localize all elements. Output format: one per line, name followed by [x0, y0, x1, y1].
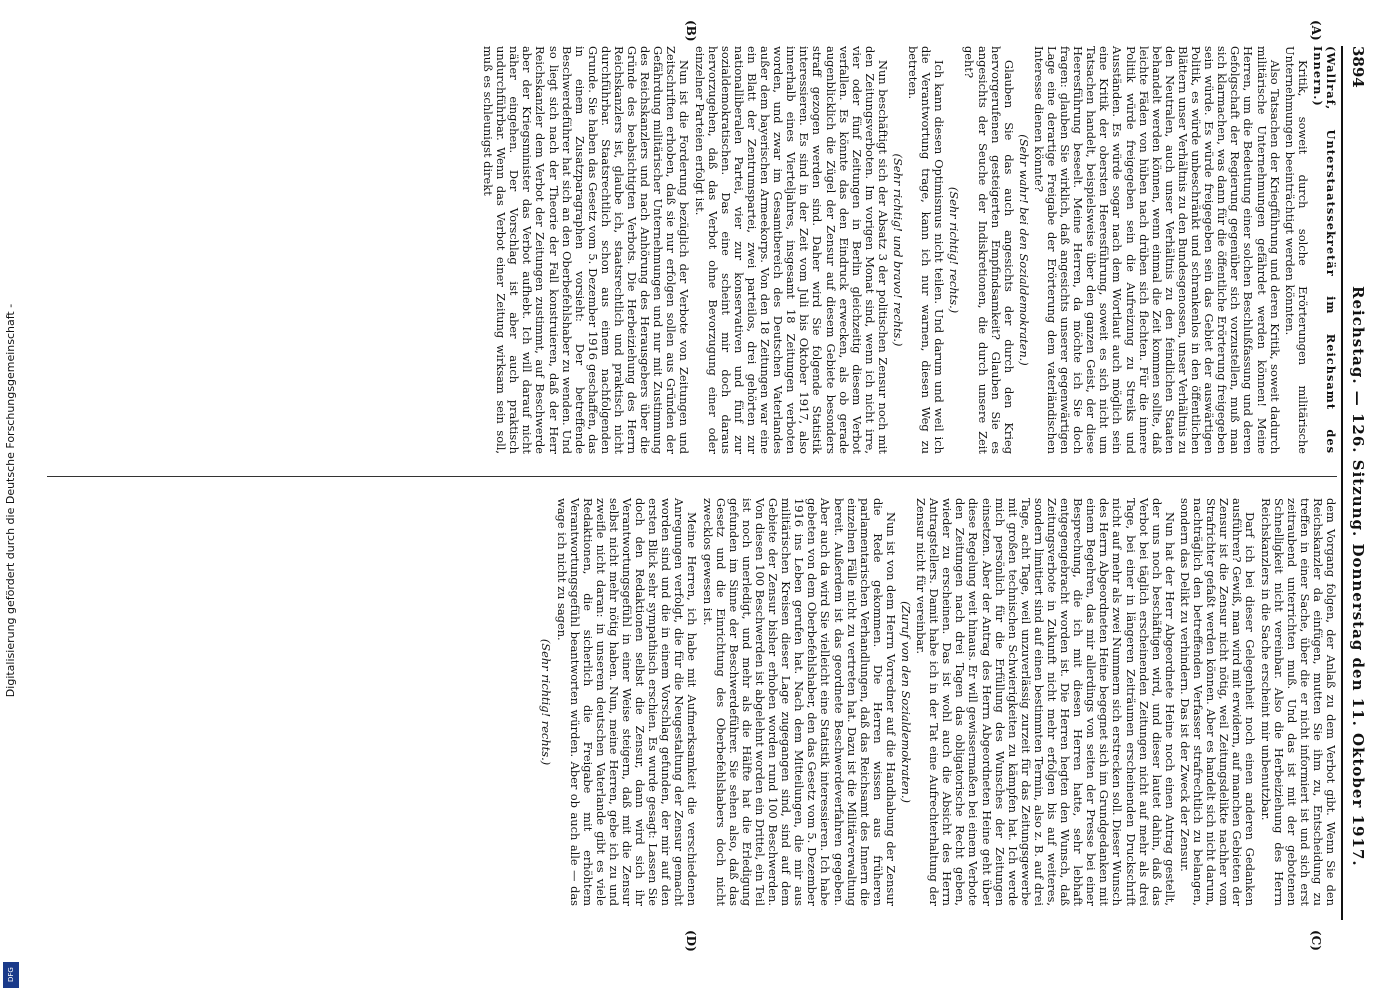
paragraph: Kritik, soweit durch solche Erörterungen militärische Unternehmungen beeinträchtigt werden könnten.	[1282, 46, 1310, 454]
margin-mark-c: (C)	[1309, 930, 1323, 951]
paragraph: Meine Herren, ich habe mit Aufmerksamkeit die verschiedenen Anregungen verfolgt, die für die Neugestaltung der Zensur gemacht worden sind und die in einem Vorschlag gefunden, der mir auf den ersten Blick sehr sympathisch erschien. Es wurde gesagt: Lassen Sie doch den Redaktionen selbst die Zensur, dann wird sich ihr Verantwortungsgefühl in einer Weise steigern, daß mit die Zensur selbst nicht mehr nötig haben. Nun, meine Herren, gebe ich zu und zweifle nicht daran: in unserem deutschen Vaterlande gibt es viele Redaktionen, die sicherlich die Freigabe mit erhöhtem Verantwortungsgefühl beantworten würden. Aber ob auch alle — das wage ich nicht zu sagen.	[554, 498, 700, 906]
interjection-note: (Zuruf von den Sozialdemokraten.)	[899, 601, 913, 803]
digitization-sidebar	[0, 0, 22, 1000]
paragraph: Nun ist von dem Herrn Vorredner auf die Handhabung der Zensur die Rede gekommen. Die Herren wissen aus früheren parlamentarischen Verhandlungen, daß das Reichsamt des Innern die einzelnen Fälle nicht zu vertreten hat. Dazu ist die Militärverwaltung bereit. Außerdem ist das geordnete Beschwerdeverfahren gegeben. Aber auch da wird Sie vielleicht eine Statistik interessieren. Ich habe gebeten von dem Oberbefehlshaber, den das Gesetz vom 5. Dezember 1916 ins Leben gerufen hat. Nach dem Mitteilungen, die mir aus militärischen Kreisen dieser Lage zugegangen sind, sind auf dem Gebiete der Zensur bisher erhoben worden rund 100 Beschwerden. Von diesen 100 Beschwerden ist abgelehnt worden ein Drittel, ein Teil ist noch unerledigt, und mehr als die Hälfte hat die Erledigung gefunden im Sinne der Beschwerdeführer. Sie sehen also, daß das Gesetz und die Einrichtung des Oberbefehlshabers doch nicht zwecklos gewesen ist.	[700, 498, 898, 906]
margin-mark-a: (A)	[1309, 20, 1323, 41]
paragraph: Darf ich bei dieser Gelegenheit noch einen anderen Gedanken ausführen? Gewiß, man wird mit erwidern, auf manchen Gebieten der Zensur ist die Zensur nicht nötig, weil Zeitungsdelikte nachher vom Strafrichter gefaßt werden können. Aber es handelt sich nicht darum, nachträglich den betreffenden Verfasser strafrechtlich zu belangen, sondern das Delikt zu verhindern. Das ist der Zweck der Zensur.	[1177, 498, 1258, 906]
paragraph: Nun ist die Forderung bezüglich der Verbote von Zeitungen und Zeitschriften erhoben, daß sie nur erfolgen sollen aus Gründen der Gefährdung militärischer Unternehmungen und nur mit Zustimmung des Reichskanzlers und nach Anhörung des Herausgebers über die Gründe des beabsichtigten Verbots. Die Herbeiziehung des Herrn Reichskanzlers ist, glaube ich, staatsrechtlich und praktisch nicht durchführbar. Staatsrechtlich schon aus einem nachfolgenden Grunde. Sie haben das Gesetz vom 5. Dezember 1916 geschaffen, das in einem Zusatzparagraphen vorsieht: Der betreffende Beschwerdeführer hat sich an den Oberbefehlshaber zu wenden. Und so liegt sich nach der Theorie der Fall konstruieren, daß der Herr Reichskanzler dem Verbot der Zeitungen zustimmt, auf Beschwerde aber der Kriegsminister das Verbot aufhebt. Ich will darauf nicht näher eingehen. Der Vorschlag ist aber auch praktisch undurchführbar. Wenn das Verbot einer Zeitung wirksam sein soll, muß es schleunigst direkt	[481, 46, 692, 454]
paragraph: Nun beschäftigt sich der Absatz 3 der politischen Zensur noch mit den Zeitungsverboten. Im vorigen Monat sind, wenn ich nicht irre, vier oder fünf Zeitungen in Berlin gleichzeitig diesem Verbot verfallen. Es könnte das den Eindruck erwecken, als ob gerade augenblicklich die Zügel der Zensur auf diesem Gebiete besonders straff gezogen werden sind. Daher wird Sie folgende Statistik interessieren. Es sind in der Zeit vom Juli bis Oktober 1917, also innerhalb eines Vierteljahres, insgesamt 18 Zeitungen verboten worden, und zwar im Gesamtbereich des Deutschen Vaterlandes außer dem bayerischen Armeekorps. Von den 18 Zeitungen war eine ein Blatt der Zentrumspartei, zwei parteilos, drei gehörten zur nationalliberalen Partei, vier zur konservativen und fünf zur sozialdemokratischen. Das eine scheint mir doch daraus hervorzugehen, daß das Verbot ohne Bevorzugung einer oder einzelner Parteien erfolgt ist.	[692, 46, 890, 454]
interjection-note: (Sehr richtig! und bravo! rechts.)	[891, 153, 905, 347]
page-number: 3894	[1349, 46, 1367, 88]
margin-mark-b: (B)	[684, 20, 698, 42]
left-column	[479, 46, 1337, 454]
column-divider	[47, 476, 1337, 477]
paragraph: Ich kann diesen Optimismus nicht teilen. Und darum und weil ich die Verantwortung trage, kann ich nur warnen, diesen Weg zu betreten.	[906, 46, 947, 454]
paragraph: Also Tatsachen der Kriegführung und deren Kritik, soweit dadurch militärische Unternehmungen gefährdet werden können! Meine Herren, um die Bedeutung einer solchen Beschlußfassung und deren Gefolgschaft der Regierung gegenüber sich vorzustellen, muß man sich klarmachen, was dann für die öffentliche Erörterung freigegeben sein würde. Es würde freigegeben sein das Gebiet der auswärtigen Politik, es würde unbeschränkt und schrankenlos in den öffentlichen Blättern unser Verhältnis zu den Bundesgenossen, unser Verhältnis zu den Neutralen, auch unser Verhältnis zu den feindlichen Staaten behandelt werden können, wenn einmal die Zeit kommen sollte, daß leichte Fäden von hüben nach drüben sich flechten. Für die innere Politik würde freigegeben sein die Aufreizung zu Streiks und Ausständen. Es würde sogar nach dem Wortlaut auch möglich sein eine Kritik der obersten Heeresführung, soweit es sich nicht um Tatsachen handelt, beispielsweise über den ganzen Geist, der diese Heeresführung beseelt. Meine Herren, da möchte ich Sie doch fragen: glauben Sie wirklich, daß angesichts unserer gegenwärtigen Lage eine derartige Freigabe der Erörterung dem vaterländischen Interesse dienen könnte?	[1031, 46, 1282, 454]
paragraph: Nun hat der Herr Abgeordnete Heine noch einen Antrag gestellt, der uns noch beschäftigen wird, und dieser lautet dahin, daß das Verbot bei täglich erscheinenden Zeitungen nicht auf mehr als drei Tage, bei einer in längeren Zeiträumen erscheinenden Druckschrift nicht auf mehr als zwei Nummern sich erstrecken soll. Dieser Wunsch des Herrn Abgeordneten Heine begegnet sich im Grundgedanken mit einem Begehren, das mir allerdings von seiten der Presse bei einer Besprechung, die ich mit diesen Herren hatte, sehr lebhaft entgegengebracht worden ist. Die Herren hegten den Wunsch, daß Zeitungsverbote in Zukunft nicht mehr erfolgen bis auf weiteres, sondern limitiert sind auf einen bestimmten Termin, also z. B. auf drei Tage, acht Tage, weil unzuverlässig zurzeit für das Zeitungsgewerbe mit großen technischen Schwierigkeiten zu kämpfen hat. Ich werde mich persönlich für die Erfüllung des Wunsches der Zeitungen einsetzen. Aber der Antrag des Herrn Abgeordneten Heine geht über diese Regelung weit hinaus. Er will gewissermaßen bei einem Verbote den Zeitungen nach drei Tagen das obligatorische Recht geben, wieder zu erscheinen. Das ist wohl auch die Absicht des Herrn Antragstellers. Damit habe ich in der Tat eine Aufrechterhaltung der Zensur nicht für vereinbar.	[914, 498, 1177, 906]
digitization-credit: Digitalisierung gefördert durch die Deutsche Forschungsgemeinschaft -	[4, 303, 18, 697]
page-title: Reichstag. — 126. Sitzung. Donnerstag den 11. Oktober 1917.	[1349, 286, 1367, 867]
speaker-line: (Wallraf, Unterstaatssekretär im Reichsamt des Innern.)	[1310, 46, 1338, 454]
paragraph: dem Vorgang folgen, der Anlaß zu dem Verbot gibt. Wenn Sie den Reichskanzler da einfügen, mutten Sie ihm zu, Entscheidung zu treffen in einer Sache, über die er nicht informiert ist und sich erst zeitraubend unterrichten muß. Und das ist mit der gebotenen Schnelligkeit nicht vereinbar. Also die Herbeiziehung des Herrn Reichskanzlers in die Sache erscheint mir unbenutzbar.	[1258, 498, 1338, 906]
interjection-note: (Sehr richtig! rechts.)	[539, 638, 554, 766]
right-column	[537, 498, 1337, 906]
dfg-logo: DFG	[3, 962, 19, 988]
interjection-note: (Sehr richtig! rechts.)	[947, 186, 962, 314]
margin-mark-d: (D)	[684, 930, 698, 952]
interjection-note: (Sehr wahr! bei den Sozialdemokraten.)	[1016, 134, 1031, 366]
paragraph: Glauben Sie das auch angesichts der durch den Krieg hervorgerufenen gesteigerten Empfindsamkeit? Glauben Sie es angesichts der Seuche der Indiskretionen, die durch unsere Zeit geht?	[962, 46, 1016, 454]
page-header	[1341, 46, 1369, 920]
